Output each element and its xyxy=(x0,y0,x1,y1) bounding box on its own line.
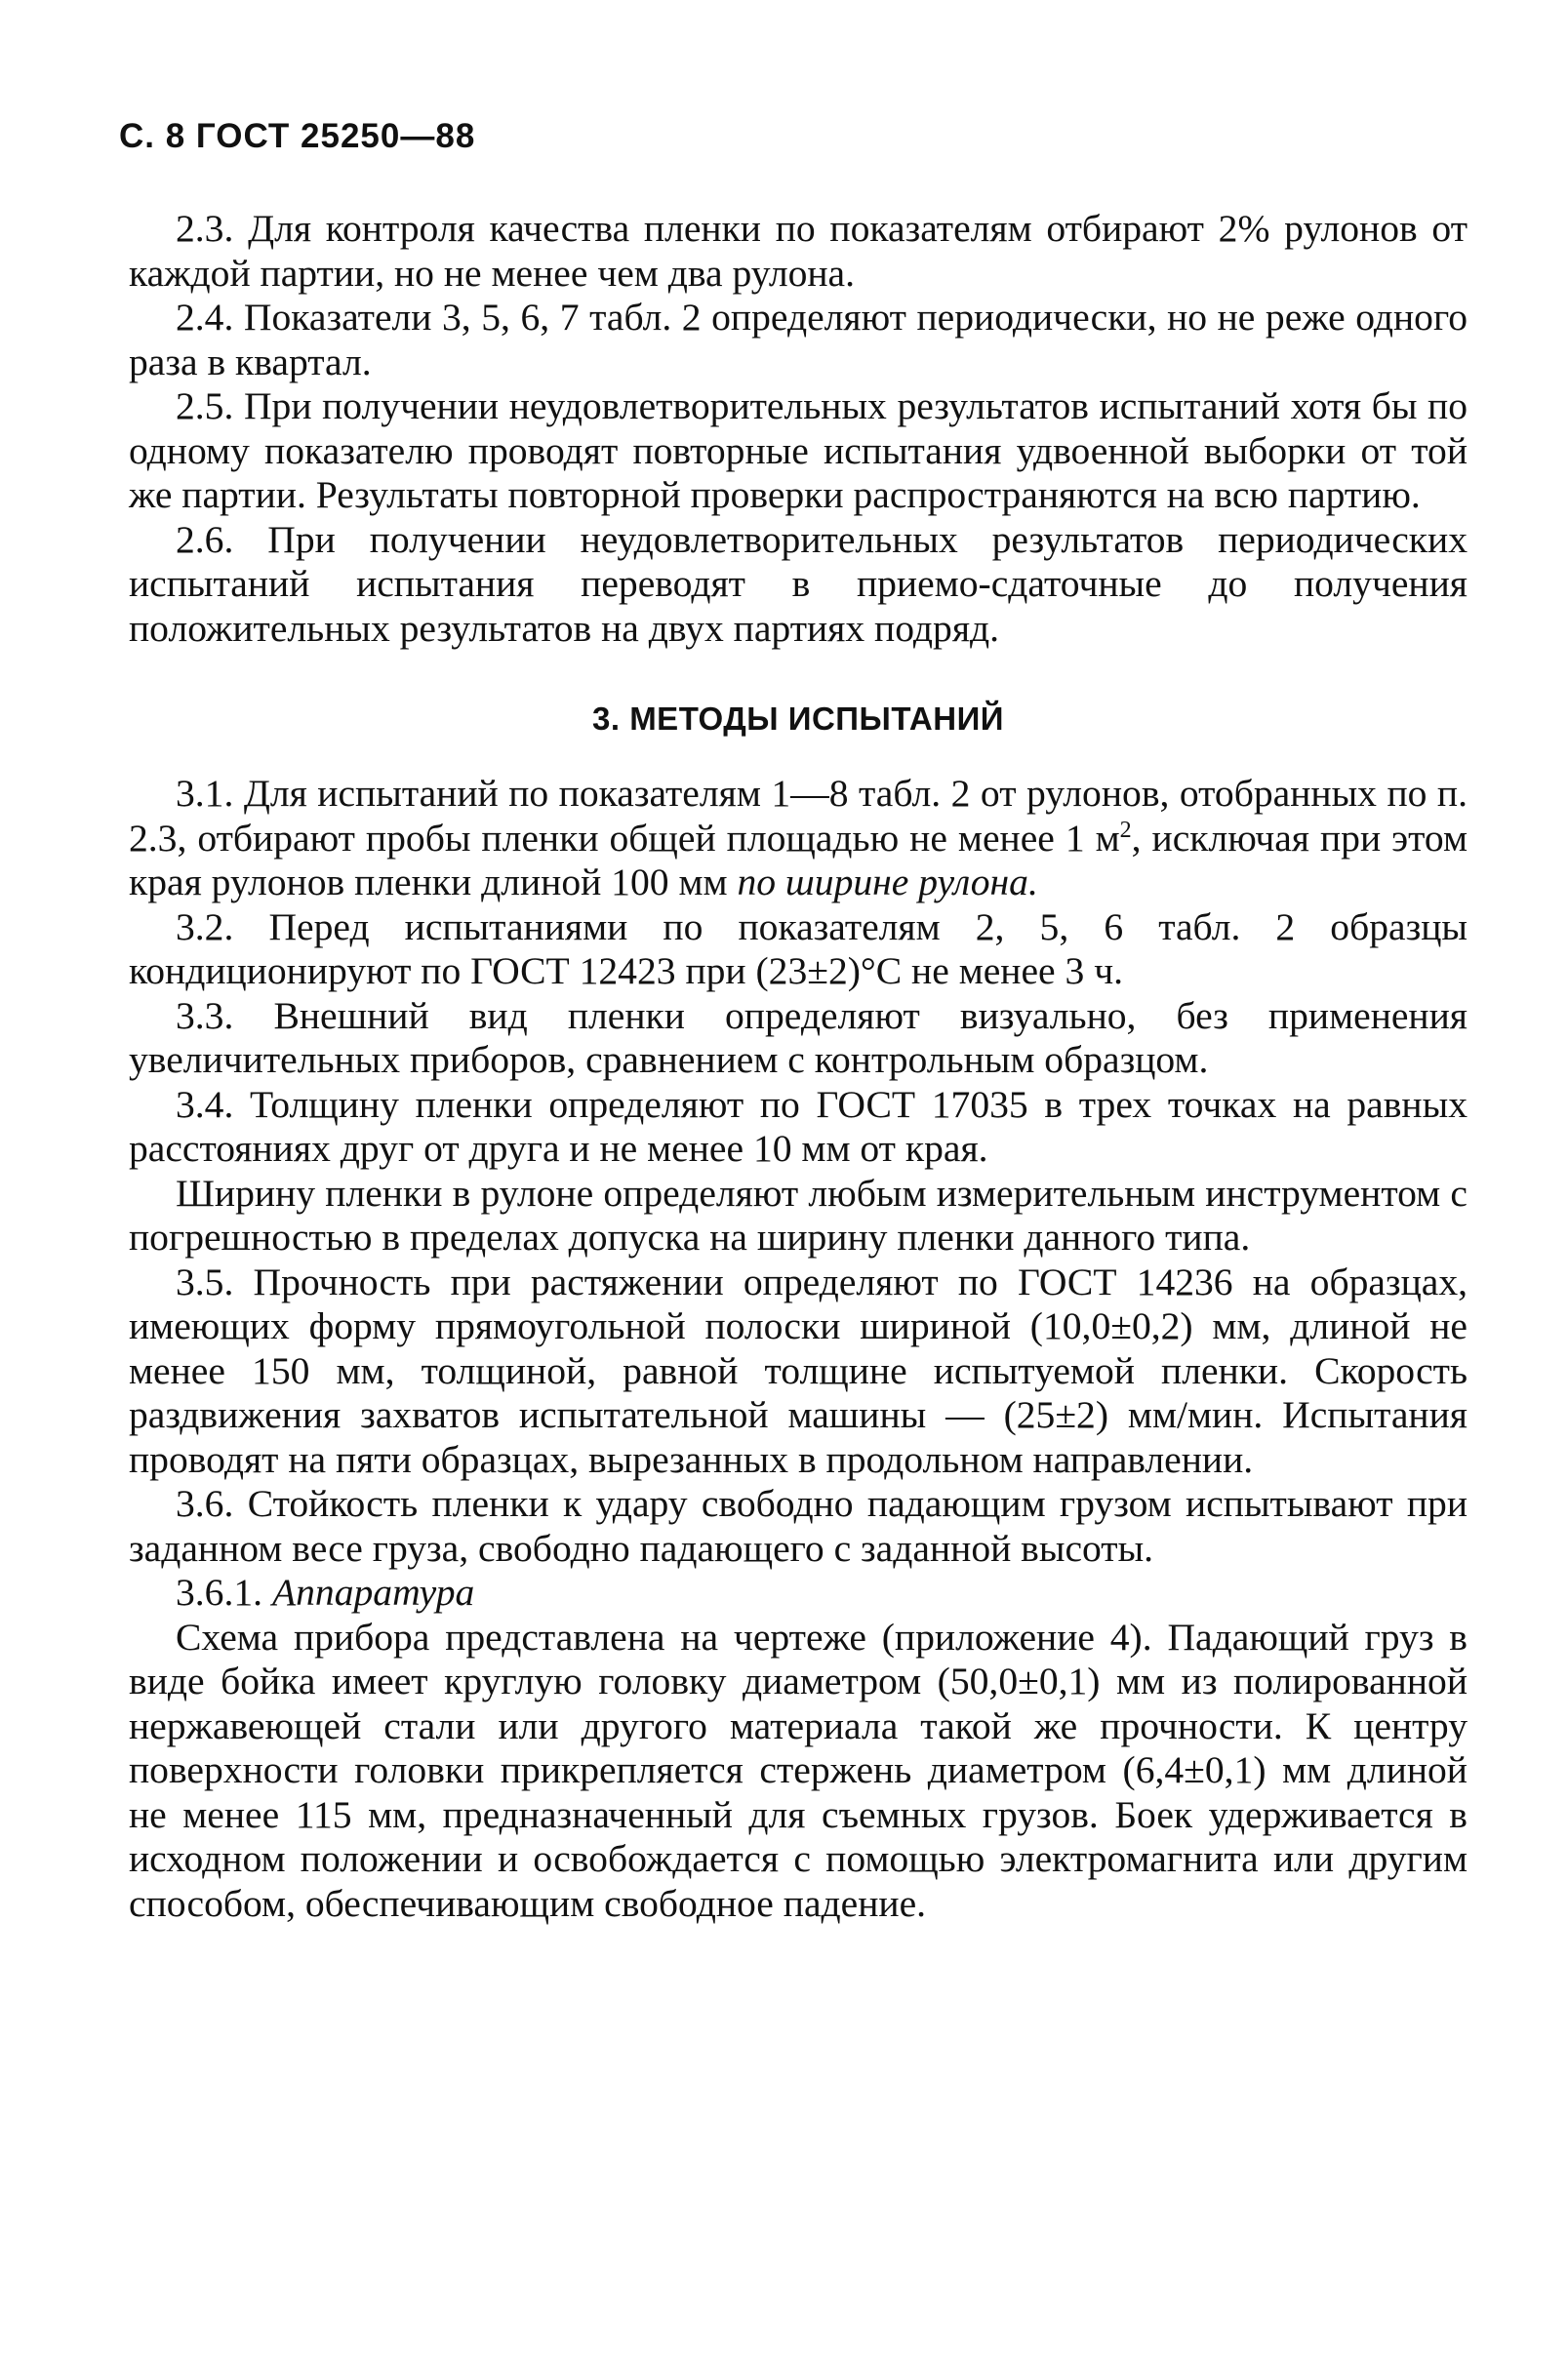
paragraph-2-4: 2.4. Показатели 3, 5, 6, 7 табл. 2 определяют периодически, но не реже одного раза в квартал. xyxy=(129,296,1467,383)
paragraph-3-2: 3.2. Перед испытаниями по показателям 2, 5, 6 табл. 2 образцы кондиционируют по ГОСТ 12423 при (23±2)°С не менее 3 ч. xyxy=(129,904,1467,992)
document-body xyxy=(129,207,1467,1926)
paragraph-3-5: 3.5. Прочность при растяжении определяют по ГОСТ 14236 на образцах, имеющих форму прямоугольной полоски шириной (10,0±0,2) мм, длиной не менее 150 мм, толщиной, равной толщине испытуемой пленки. Скорость раздвижения захватов испытательной машины — (25±2) мм/мин. Испытания проводят на пяти образцах, вырезанных в продольном направлении. xyxy=(129,1260,1467,1481)
paragraph-3-6-1-number: 3.6.1. xyxy=(176,1571,272,1614)
paragraph-3-3: 3.3. Внешний вид пленки определяют визуально, без применения увеличительных приборов, сравнением с контрольным образцом. xyxy=(129,993,1467,1081)
paragraph-width: Ширину пленки в рулоне определяют любым измерительным инструментом с погрешностью в пределах допуска на ширину пленки данного типа. xyxy=(129,1171,1467,1259)
paragraph-apparatus-description: Схема прибора представлена на чертеже (приложение 4). Падающий груз в виде бойка имеет круглую головку диаметром (50,0±0,1) мм из полированной нержавеющей стали или другого материала такой же прочности. К центру поверхности головки прикрепляется стержень диаметром (6,4±0,1) мм длиной не менее 115 мм, предназначенный для съемных грузов. Боек удерживается в исходном положении и освобождается с помощью электромагнита или другим способом, обеспечивающим свободное падение. xyxy=(129,1615,1467,1925)
section-title: 3. МЕТОДЫ ИСПЫТАНИЙ xyxy=(592,701,1004,737)
paragraph-2-3: 2.3. Для контроля качества пленки по показателям отбирают 2% рулонов от каждой партии, но не менее чем два рулона. xyxy=(129,207,1467,295)
subsection-title-apparatus: Аппаратура xyxy=(271,1571,475,1614)
paragraph-3-6: 3.6. Стойкость пленки к удару свободно падающим грузом испытывают при заданном весе груза, свободно падающего с заданной высоты. xyxy=(129,1482,1467,1570)
paragraph-3-6-1 xyxy=(129,1571,1467,1616)
page-header: С. 8 ГОСТ 25250—88 xyxy=(119,117,476,155)
paragraph-2-6: 2.6. При получении неудовлетворительных результатов периодических испытаний испытания переводят в приемо-сдаточные до получения положительных результатов на двух партиях подряд. xyxy=(129,517,1467,650)
paragraph-3-1-text: 3.1. Для испытаний по показателям 1—8 табл. 2 от рулонов, отобранных по п. 2.3, отбирают пробы пленки общей площадью не менее 1 м xyxy=(129,772,1467,860)
paragraph-3-1-italic: по ширине рулона. xyxy=(737,861,1038,903)
paragraph-3-1-text-cont: , исключая при этом края рулонов пленки длиной 100 мм xyxy=(129,816,1467,903)
paragraph-2-5: 2.5. При получении неудовлетворительных результатов испытаний хотя бы по одному показателю проводят повторные испытания удвоенной выборки от той же партии. Результаты повторной проверки распространяются на всю партию. xyxy=(129,384,1467,516)
paragraph-3-4: 3.4. Толщину пленки определяют по ГОСТ 17035 в трех точках на равных расстояниях друг от друга и не менее 10 мм от края. xyxy=(129,1082,1467,1170)
superscript-2: 2 xyxy=(1119,817,1132,843)
paragraph-3-1 xyxy=(129,772,1467,905)
